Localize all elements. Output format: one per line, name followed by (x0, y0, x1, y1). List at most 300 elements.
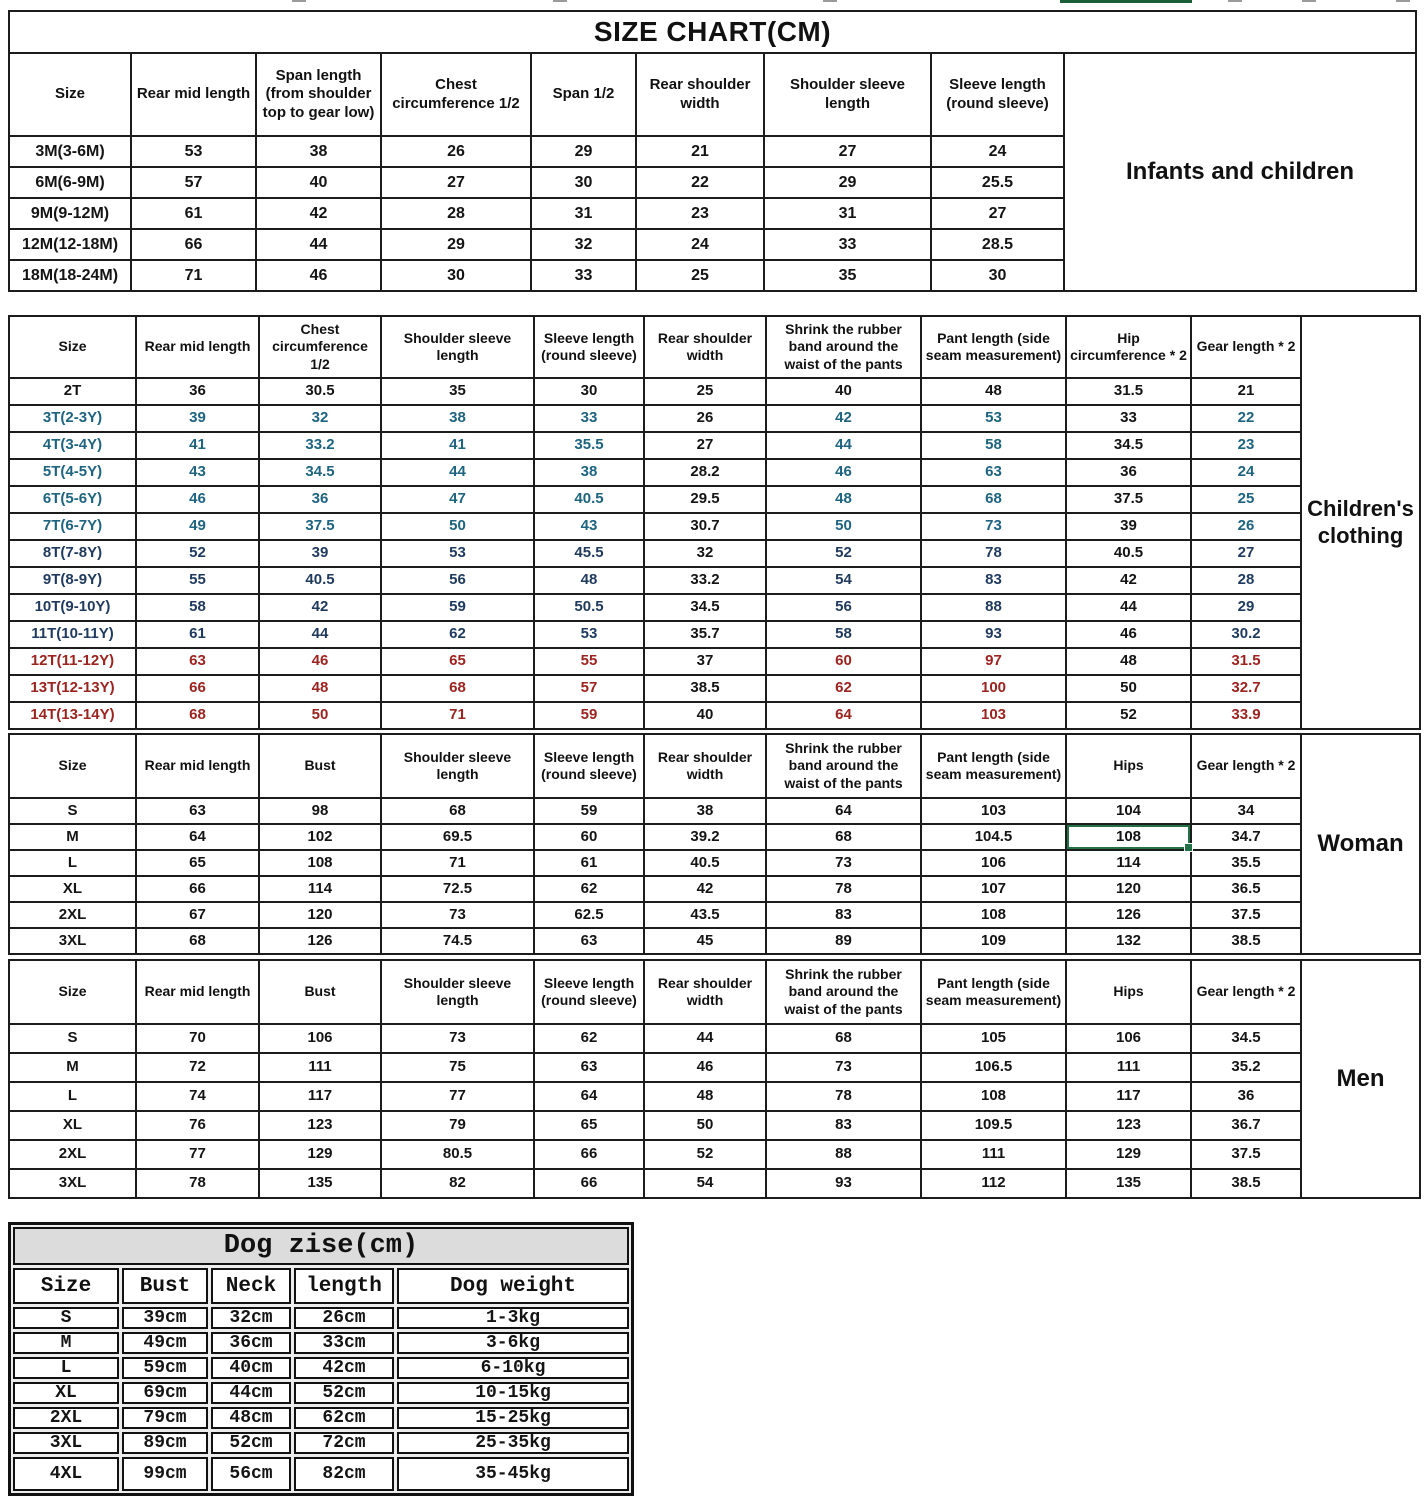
row-label: M (13, 1332, 119, 1354)
row-label: 4T(3-4Y) (10, 433, 135, 458)
data-cell: 68 (382, 799, 533, 823)
data-cell: 65 (137, 851, 258, 875)
data-cell: 68 (137, 929, 258, 953)
data-cell: 66 (535, 1141, 643, 1168)
data-cell: 108 (922, 1083, 1065, 1110)
data-cell: 42cm (294, 1357, 394, 1379)
data-cell: 69.5 (382, 825, 533, 849)
data-cell: 100 (922, 676, 1065, 701)
data-cell: 15-25kg (397, 1407, 629, 1429)
data-cell: 32.7 (1192, 676, 1300, 701)
data-cell: 57 (132, 168, 255, 197)
data-cell: 33 (532, 261, 635, 290)
row-label: 9T(8-9Y) (10, 568, 135, 593)
data-cell: 36.5 (1192, 877, 1300, 901)
header-cell: Bust (122, 1268, 208, 1304)
data-cell: 72.5 (382, 877, 533, 901)
data-cell: 89 (767, 929, 920, 953)
header-cell: Rear shoulder width (637, 54, 763, 135)
header-cell: Shoulder sleeve length (382, 317, 533, 377)
row-label: L (13, 1357, 119, 1379)
data-cell: 28.5 (932, 230, 1063, 259)
data-cell: 38 (382, 406, 533, 431)
data-cell: 75 (382, 1054, 533, 1081)
data-cell: 10-15kg (397, 1382, 629, 1404)
data-cell: 27 (765, 137, 930, 166)
data-cell: 106 (1067, 1025, 1190, 1052)
data-cell: 62.5 (535, 903, 643, 927)
data-cell: 45.5 (535, 541, 643, 566)
data-cell: 31 (532, 199, 635, 228)
data-cell: 53 (382, 541, 533, 566)
row-label: 10T(9-10Y) (10, 595, 135, 620)
data-cell: 31.5 (1192, 649, 1300, 674)
row-label: 3XL (10, 1170, 135, 1197)
header-cell: Gear length * 2 (1192, 735, 1300, 797)
data-cell: 63 (535, 929, 643, 953)
column-tick-mark (292, 0, 306, 2)
data-cell: 23 (1192, 433, 1300, 458)
data-cell: 62 (382, 622, 533, 647)
data-cell: 129 (260, 1141, 380, 1168)
data-cell: 58 (767, 622, 920, 647)
data-cell: 73 (767, 851, 920, 875)
data-cell: 73 (922, 514, 1065, 539)
data-cell: 105 (922, 1025, 1065, 1052)
data-cell: 40 (767, 379, 920, 404)
data-cell: 55 (137, 568, 258, 593)
data-cell: 59 (535, 703, 643, 728)
data-cell: 62 (535, 877, 643, 901)
data-cell: 99cm (122, 1457, 208, 1491)
data-cell: 30 (382, 261, 530, 290)
data-cell: 55 (535, 649, 643, 674)
data-cell: 41 (382, 433, 533, 458)
dog-table-title: Dog zise(cm) (13, 1227, 629, 1265)
data-cell: 66 (137, 676, 258, 701)
header-cell: Rear shoulder width (645, 735, 765, 797)
header-cell: Dog weight (397, 1268, 629, 1304)
header-cell: Size (10, 54, 130, 135)
data-cell: 46 (1067, 622, 1190, 647)
data-cell: 33 (765, 230, 930, 259)
data-cell: 52 (767, 541, 920, 566)
data-cell: 56 (767, 595, 920, 620)
data-cell: 24 (637, 230, 763, 259)
header-cell: Span 1/2 (532, 54, 635, 135)
data-cell: 35.5 (1192, 851, 1300, 875)
data-cell: 46 (645, 1054, 765, 1081)
data-cell: 93 (767, 1170, 920, 1197)
data-cell: 45 (645, 929, 765, 953)
data-cell: 123 (1067, 1112, 1190, 1139)
data-cell: 33.2 (260, 433, 380, 458)
data-cell: 26 (1192, 514, 1300, 539)
data-cell: 93 (922, 622, 1065, 647)
data-cell: 60 (535, 825, 643, 849)
row-label: 2XL (13, 1407, 119, 1429)
data-cell: 53 (535, 622, 643, 647)
data-cell: 111 (922, 1141, 1065, 1168)
row-label: 4XL (13, 1457, 119, 1491)
data-cell: 108 (260, 851, 380, 875)
data-cell: 40.5 (535, 487, 643, 512)
data-cell: 30.5 (260, 379, 380, 404)
row-label: 2XL (10, 1141, 135, 1168)
data-cell: 79cm (122, 1407, 208, 1429)
data-cell: 54 (645, 1170, 765, 1197)
header-cell: Pant length (side seam measurement) (922, 317, 1065, 377)
row-label: 3T(2-3Y) (10, 406, 135, 431)
data-cell: 39 (1067, 514, 1190, 539)
data-cell: 33 (1067, 406, 1190, 431)
data-cell: 74.5 (382, 929, 533, 953)
infants-group-label: Infants and children (1065, 54, 1415, 290)
header-cell: Chest circumference 1/2 (260, 317, 380, 377)
header-cell: length (294, 1268, 394, 1304)
data-cell: 43 (535, 514, 643, 539)
row-label: XL (10, 877, 135, 901)
data-cell: 129 (1067, 1141, 1190, 1168)
row-label: 3M(3-6M) (10, 137, 130, 166)
data-cell: 26 (382, 137, 530, 166)
row-label: 2T (10, 379, 135, 404)
data-cell: 44cm (211, 1382, 291, 1404)
data-cell: 36 (1192, 1083, 1300, 1110)
data-cell: 35-45kg (397, 1457, 629, 1491)
data-cell: 39 (137, 406, 258, 431)
data-cell: 25 (645, 379, 765, 404)
data-cell: 40.5 (260, 568, 380, 593)
data-cell: 41 (137, 433, 258, 458)
data-cell: 50 (382, 514, 533, 539)
data-cell: 42 (1067, 568, 1190, 593)
data-cell: 36 (1067, 460, 1190, 485)
data-cell: 123 (260, 1112, 380, 1139)
data-cell: 63 (535, 1054, 643, 1081)
data-cell: 39cm (122, 1307, 208, 1329)
row-label: M (10, 825, 135, 849)
data-cell: 82cm (294, 1457, 394, 1491)
data-cell: 38.5 (1192, 1170, 1300, 1197)
data-cell: 80.5 (382, 1141, 533, 1168)
data-cell: 83 (922, 568, 1065, 593)
row-label: XL (13, 1382, 119, 1404)
row-label: L (10, 1083, 135, 1110)
header-cell: Sleeve length (round sleeve) (535, 735, 643, 797)
data-cell: 66 (535, 1170, 643, 1197)
men-size-table (8, 959, 1421, 1199)
data-cell: 62cm (294, 1407, 394, 1429)
data-cell: 38.5 (1192, 929, 1300, 953)
data-cell: 30 (535, 379, 643, 404)
data-cell: 103 (922, 703, 1065, 728)
data-cell: 44 (260, 622, 380, 647)
data-cell: 114 (260, 877, 380, 901)
data-cell: 77 (137, 1141, 258, 1168)
data-cell: 83 (767, 903, 920, 927)
header-cell: Bust (260, 961, 380, 1023)
data-cell: 64 (535, 1083, 643, 1110)
data-cell: 37.5 (1192, 1141, 1300, 1168)
data-cell: 30.7 (645, 514, 765, 539)
data-cell: 72cm (294, 1432, 394, 1454)
data-cell: 27 (1192, 541, 1300, 566)
header-cell: Shoulder sleeve length (765, 54, 930, 135)
data-cell: 28 (1192, 568, 1300, 593)
data-cell: 68 (767, 1025, 920, 1052)
header-cell: Rear shoulder width (645, 317, 765, 377)
data-cell: 39 (260, 541, 380, 566)
data-cell: 36 (137, 379, 258, 404)
data-cell: 31.5 (1067, 379, 1190, 404)
header-cell: Rear mid length (132, 54, 255, 135)
data-cell: 44 (1067, 595, 1190, 620)
data-cell: 34 (1192, 799, 1300, 823)
data-cell: 30 (532, 168, 635, 197)
data-cell: 38.5 (645, 676, 765, 701)
header-cell: Rear shoulder width (645, 961, 765, 1023)
data-cell: 38 (645, 799, 765, 823)
header-cell: Shoulder sleeve length (382, 961, 533, 1023)
data-cell: 46 (260, 649, 380, 674)
data-cell: 120 (260, 903, 380, 927)
data-cell: 27 (645, 433, 765, 458)
header-cell: Shrink the rubber band around the waist of the pants (767, 317, 920, 377)
header-cell: Chest circumference 1/2 (382, 54, 530, 135)
data-cell: 23 (637, 199, 763, 228)
data-cell: 63 (137, 649, 258, 674)
header-cell: Size (10, 961, 135, 1023)
data-cell: 71 (382, 851, 533, 875)
data-cell: 43 (137, 460, 258, 485)
data-cell: 108 (922, 903, 1065, 927)
data-cell: 60 (767, 649, 920, 674)
data-cell: 88 (767, 1141, 920, 1168)
data-cell: 50 (260, 703, 380, 728)
data-cell: 71 (382, 703, 533, 728)
data-cell: 52 (1067, 703, 1190, 728)
data-cell: 40 (257, 168, 380, 197)
row-label: 12T(11-12Y) (10, 649, 135, 674)
data-cell: 112 (922, 1170, 1065, 1197)
data-cell: 49cm (122, 1332, 208, 1354)
data-cell: 33.9 (1192, 703, 1300, 728)
data-cell: 73 (382, 1025, 533, 1052)
data-cell: 77 (382, 1083, 533, 1110)
row-label: XL (10, 1112, 135, 1139)
data-cell: 103 (922, 799, 1065, 823)
data-cell: 50 (1067, 676, 1190, 701)
data-cell: 62 (535, 1025, 643, 1052)
infants-size-table (8, 10, 1417, 292)
green-selection-bar (1060, 0, 1192, 3)
data-cell: 64 (137, 825, 258, 849)
data-cell: 42 (260, 595, 380, 620)
data-cell: 25.5 (932, 168, 1063, 197)
data-cell: 37.5 (260, 514, 380, 539)
data-cell: 109.5 (922, 1112, 1065, 1139)
data-cell: 52 (645, 1141, 765, 1168)
data-cell: 32 (260, 406, 380, 431)
data-cell: 22 (637, 168, 763, 197)
header-cell: Rear mid length (137, 735, 258, 797)
data-cell: 49 (137, 514, 258, 539)
data-cell: 64 (767, 799, 920, 823)
data-cell: 56cm (211, 1457, 291, 1491)
row-label: 18M(18-24M) (10, 261, 130, 290)
header-cell: Hip circumference * 2 (1067, 317, 1190, 377)
data-cell: 38 (535, 460, 643, 485)
data-cell: 79 (382, 1112, 533, 1139)
data-cell: 63 (922, 460, 1065, 485)
data-cell: 54 (767, 568, 920, 593)
data-cell: 102 (260, 825, 380, 849)
row-label: M (10, 1054, 135, 1081)
data-cell: 76 (137, 1112, 258, 1139)
data-cell: 66 (132, 230, 255, 259)
data-cell: 34.7 (1192, 825, 1300, 849)
row-label: 5T(4-5Y) (10, 460, 135, 485)
data-cell: 24 (932, 137, 1063, 166)
header-cell: Gear length * 2 (1192, 961, 1300, 1023)
data-cell: 68 (382, 676, 533, 701)
data-cell: 117 (1067, 1083, 1190, 1110)
data-cell: 44 (382, 460, 533, 485)
header-cell: Size (10, 317, 135, 377)
data-cell: 26 (645, 406, 765, 431)
row-label: 14T(13-14Y) (10, 703, 135, 728)
data-cell: 78 (767, 1083, 920, 1110)
men-group-label: Men (1302, 961, 1419, 1197)
data-cell: 34.5 (260, 460, 380, 485)
data-cell: 44 (257, 230, 380, 259)
data-cell: 40 (645, 703, 765, 728)
data-cell: 132 (1067, 929, 1190, 953)
data-cell: 106 (260, 1025, 380, 1052)
data-cell: 48 (922, 379, 1065, 404)
data-cell: 40.5 (645, 851, 765, 875)
data-cell: 69cm (122, 1382, 208, 1404)
header-cell: Neck (211, 1268, 291, 1304)
data-cell: 135 (1067, 1170, 1190, 1197)
header-cell: Rear mid length (137, 317, 258, 377)
data-cell: 66 (137, 877, 258, 901)
data-cell: 34.5 (645, 595, 765, 620)
data-cell: 61 (132, 199, 255, 228)
data-cell: 21 (637, 137, 763, 166)
data-cell: 29.5 (645, 487, 765, 512)
data-cell: 37 (645, 649, 765, 674)
data-cell: 61 (137, 622, 258, 647)
data-cell: 43.5 (645, 903, 765, 927)
data-cell: 83 (767, 1112, 920, 1139)
data-cell: 46 (257, 261, 380, 290)
data-cell: 29 (382, 230, 530, 259)
data-cell: 71 (132, 261, 255, 290)
data-cell: 73 (767, 1054, 920, 1081)
data-cell: 39.2 (645, 825, 765, 849)
data-cell: 78 (767, 877, 920, 901)
row-label: 12M(12-18M) (10, 230, 130, 259)
data-cell: 53 (132, 137, 255, 166)
data-cell: 29 (532, 137, 635, 166)
data-cell: 109 (922, 929, 1065, 953)
data-cell: 64 (767, 703, 920, 728)
children-size-table (8, 315, 1421, 730)
row-label: 9M(9-12M) (10, 199, 130, 228)
data-cell: 29 (765, 168, 930, 197)
row-label: S (10, 1025, 135, 1052)
data-cell: 58 (137, 595, 258, 620)
data-cell: 48 (767, 487, 920, 512)
data-cell: 63 (137, 799, 258, 823)
data-cell: 88 (922, 595, 1065, 620)
data-cell: 65 (382, 649, 533, 674)
data-cell: 126 (1067, 903, 1190, 927)
data-cell: 25 (1192, 487, 1300, 512)
data-cell: 104.5 (922, 825, 1065, 849)
data-cell: 36 (260, 487, 380, 512)
data-cell: 58 (922, 433, 1065, 458)
data-cell: 27 (932, 199, 1063, 228)
data-cell: 59 (382, 595, 533, 620)
data-cell: 26cm (294, 1307, 394, 1329)
data-cell: 73 (382, 903, 533, 927)
data-cell: 70 (137, 1025, 258, 1052)
data-cell: 82 (382, 1170, 533, 1197)
row-label: S (13, 1307, 119, 1329)
data-cell: 114 (1067, 851, 1190, 875)
header-cell: Pant length (side seam measurement) (922, 735, 1065, 797)
data-cell: 46 (767, 460, 920, 485)
header-cell: Shoulder sleeve length (382, 735, 533, 797)
data-cell: 97 (922, 649, 1065, 674)
data-cell: 30 (932, 261, 1063, 290)
row-label: 8T(7-8Y) (10, 541, 135, 566)
data-cell: 24 (1192, 460, 1300, 485)
data-cell: 78 (137, 1170, 258, 1197)
header-cell: Size (13, 1268, 119, 1304)
data-cell: 106.5 (922, 1054, 1065, 1081)
data-cell: 111 (260, 1054, 380, 1081)
data-cell: 25 (637, 261, 763, 290)
data-cell: 53 (922, 406, 1065, 431)
data-cell: 68 (922, 487, 1065, 512)
data-cell: 33 (535, 406, 643, 431)
row-label: 13T(12-13Y) (10, 676, 135, 701)
data-cell: 117 (260, 1083, 380, 1110)
column-tick-mark (1396, 0, 1410, 2)
row-label: 6M(6-9M) (10, 168, 130, 197)
selected-cell: 108 (1067, 825, 1190, 849)
data-cell: 74 (137, 1083, 258, 1110)
data-cell: 33.2 (645, 568, 765, 593)
header-cell: Size (10, 735, 135, 797)
data-cell: 50 (645, 1112, 765, 1139)
header-cell: Span length (from shoulder top to gear low) (257, 54, 380, 135)
column-tick-mark (1302, 0, 1316, 2)
data-cell: 34.5 (1192, 1025, 1300, 1052)
data-cell: 57 (535, 676, 643, 701)
data-cell: 30.2 (1192, 622, 1300, 647)
data-cell: 46 (137, 487, 258, 512)
data-cell: 107 (922, 877, 1065, 901)
woman-group-label: Woman (1302, 735, 1419, 953)
data-cell: 32cm (211, 1307, 291, 1329)
data-cell: 22 (1192, 406, 1300, 431)
row-label: 11T(10-11Y) (10, 622, 135, 647)
